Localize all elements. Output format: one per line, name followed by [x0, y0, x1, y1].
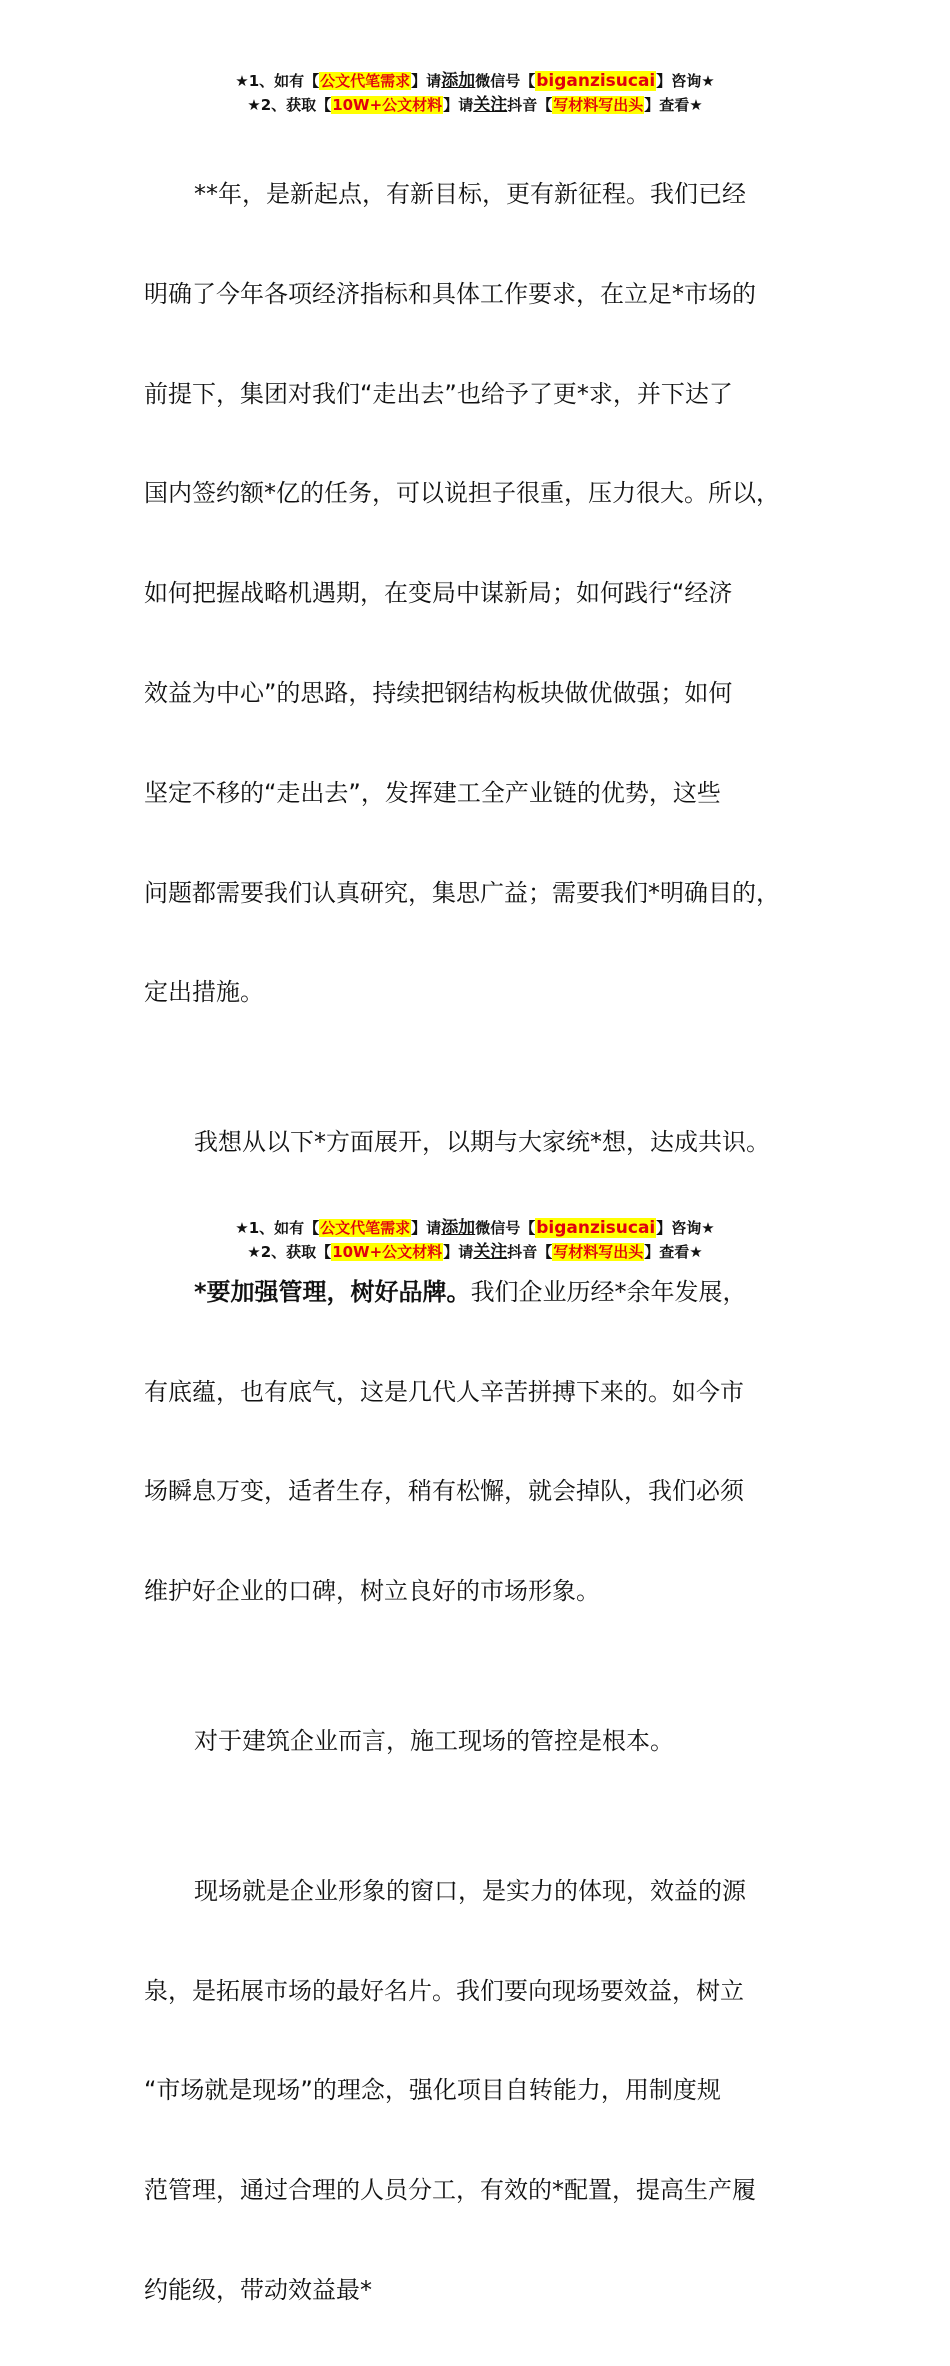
- paragraph-5: [144, 1817, 824, 2366]
- banner-emphasis: 关注: [473, 1242, 508, 1262]
- banner-highlight: 公文代笔需求: [320, 72, 411, 90]
- banner-text: 】请: [443, 1243, 474, 1261]
- banner-line-1: [0, 1216, 950, 1240]
- banner-highlight: 10W+公文材料: [332, 1243, 443, 1261]
- banner-highlight: 10W+公文材料: [332, 96, 443, 114]
- banner-text: 抖音【: [507, 96, 553, 114]
- banner-text: ★2、获取【: [247, 1243, 332, 1261]
- text-line: 如何把握战略机遇期，在变局中谋新局；如何践行“经济: [144, 579, 733, 608]
- text-line: 场瞬息万变，适者生存，稍有松懈，就会掉队，我们必须: [144, 1477, 744, 1506]
- text-line: 范管理，通过合理的人员分工，有效的*配置，提高生产履: [144, 2176, 756, 2205]
- banner-highlight: 写材料写出头: [553, 96, 644, 114]
- text-line: 问题都需要我们认真研究，集思广益；需要我们*明确目的，: [144, 878, 780, 907]
- text-line: 现场就是企业形象的窗口，是实力的体现，效益的源: [194, 1876, 746, 1905]
- text-line: [144, 1268, 824, 1318]
- banner-highlight: 写材料写出头: [553, 1243, 644, 1261]
- text-line: 国内签约额*亿的任务，可以说担子很重，压力很大。所以，: [144, 479, 780, 508]
- banner-text: ★2、获取【: [247, 96, 332, 114]
- header-banner: [0, 69, 950, 117]
- banner-highlight: biganzisucai: [536, 71, 656, 91]
- paragraph-4: [144, 1667, 824, 1817]
- text-line: 对于建筑企业而言，施工现场的管控是根本。: [194, 1727, 674, 1755]
- banner-text: 】查看★: [644, 1243, 703, 1261]
- paragraph-1: [144, 120, 824, 1068]
- paragraph-3: [144, 1218, 824, 1667]
- text-line: **年，是新起点，有新目标，更有新征程。我们已经: [194, 179, 746, 208]
- text-line: 明确了今年各项经济指标和具体工作要求，在立足*市场的: [144, 279, 756, 308]
- text-line: 约能级，带动效益最*: [144, 2275, 372, 2304]
- banner-highlight: 公文代笔需求: [320, 1219, 411, 1237]
- banner-text: 抖音【: [507, 1243, 553, 1261]
- banner-text: ★1、如有【: [235, 1219, 320, 1237]
- banner-text: 】请: [411, 72, 442, 90]
- paragraph-2: [144, 1068, 824, 1218]
- text-run: 我们企业历经*余年发展，: [470, 1277, 747, 1306]
- text-line: 定出措施。: [144, 978, 264, 1007]
- banner-text: 】请: [443, 96, 474, 114]
- banner-text: 】咨询★: [656, 1219, 715, 1237]
- banner-line-2: [0, 1240, 950, 1264]
- banner-emphasis: 关注: [473, 95, 508, 115]
- text-line: “市场就是现场”的理念，强化项目自转能力，用制度规: [144, 2076, 721, 2105]
- banner-highlight: biganzisucai: [536, 1218, 656, 1238]
- banner-text: 微信号【: [475, 72, 536, 90]
- banner-text: 】请: [411, 1219, 442, 1237]
- banner-text: ★1、如有【: [235, 72, 320, 90]
- banner-text: 】查看★: [644, 96, 703, 114]
- text-line: 效益为中心”的思路，持续把钢结构板块做优做强；如何: [144, 678, 733, 707]
- text-line: 有底蕴，也有底气，这是几代人辛苦拼搏下来的。如今市: [144, 1377, 744, 1406]
- text-line: 前提下，集团对我们“走出去”也给予了更*求，并下达了: [144, 379, 733, 408]
- text-line: 维护好企业的口碑，树立良好的市场形象。: [144, 1577, 600, 1606]
- banner-emphasis: 添加: [441, 71, 476, 91]
- banner-line-2: [0, 93, 950, 117]
- banner-text: 微信号【: [475, 1219, 536, 1237]
- banner-text: 】咨询★: [656, 72, 715, 90]
- text-line: 我想从以下*方面展开，以期与大家统*想，达成共识。: [194, 1128, 770, 1157]
- banner-emphasis: 添加: [441, 1218, 476, 1238]
- footer-banner: [0, 1216, 950, 1264]
- section-heading: *要加强管理，树好品牌。: [194, 1277, 471, 1306]
- banner-line-1: [0, 69, 950, 93]
- text-line: 泉，是拓展市场的最好名片。我们要向现场要效益，树立: [144, 1976, 744, 2005]
- text-line: 坚定不移的“走出去”，发挥建工全产业链的优势，这些: [144, 778, 721, 807]
